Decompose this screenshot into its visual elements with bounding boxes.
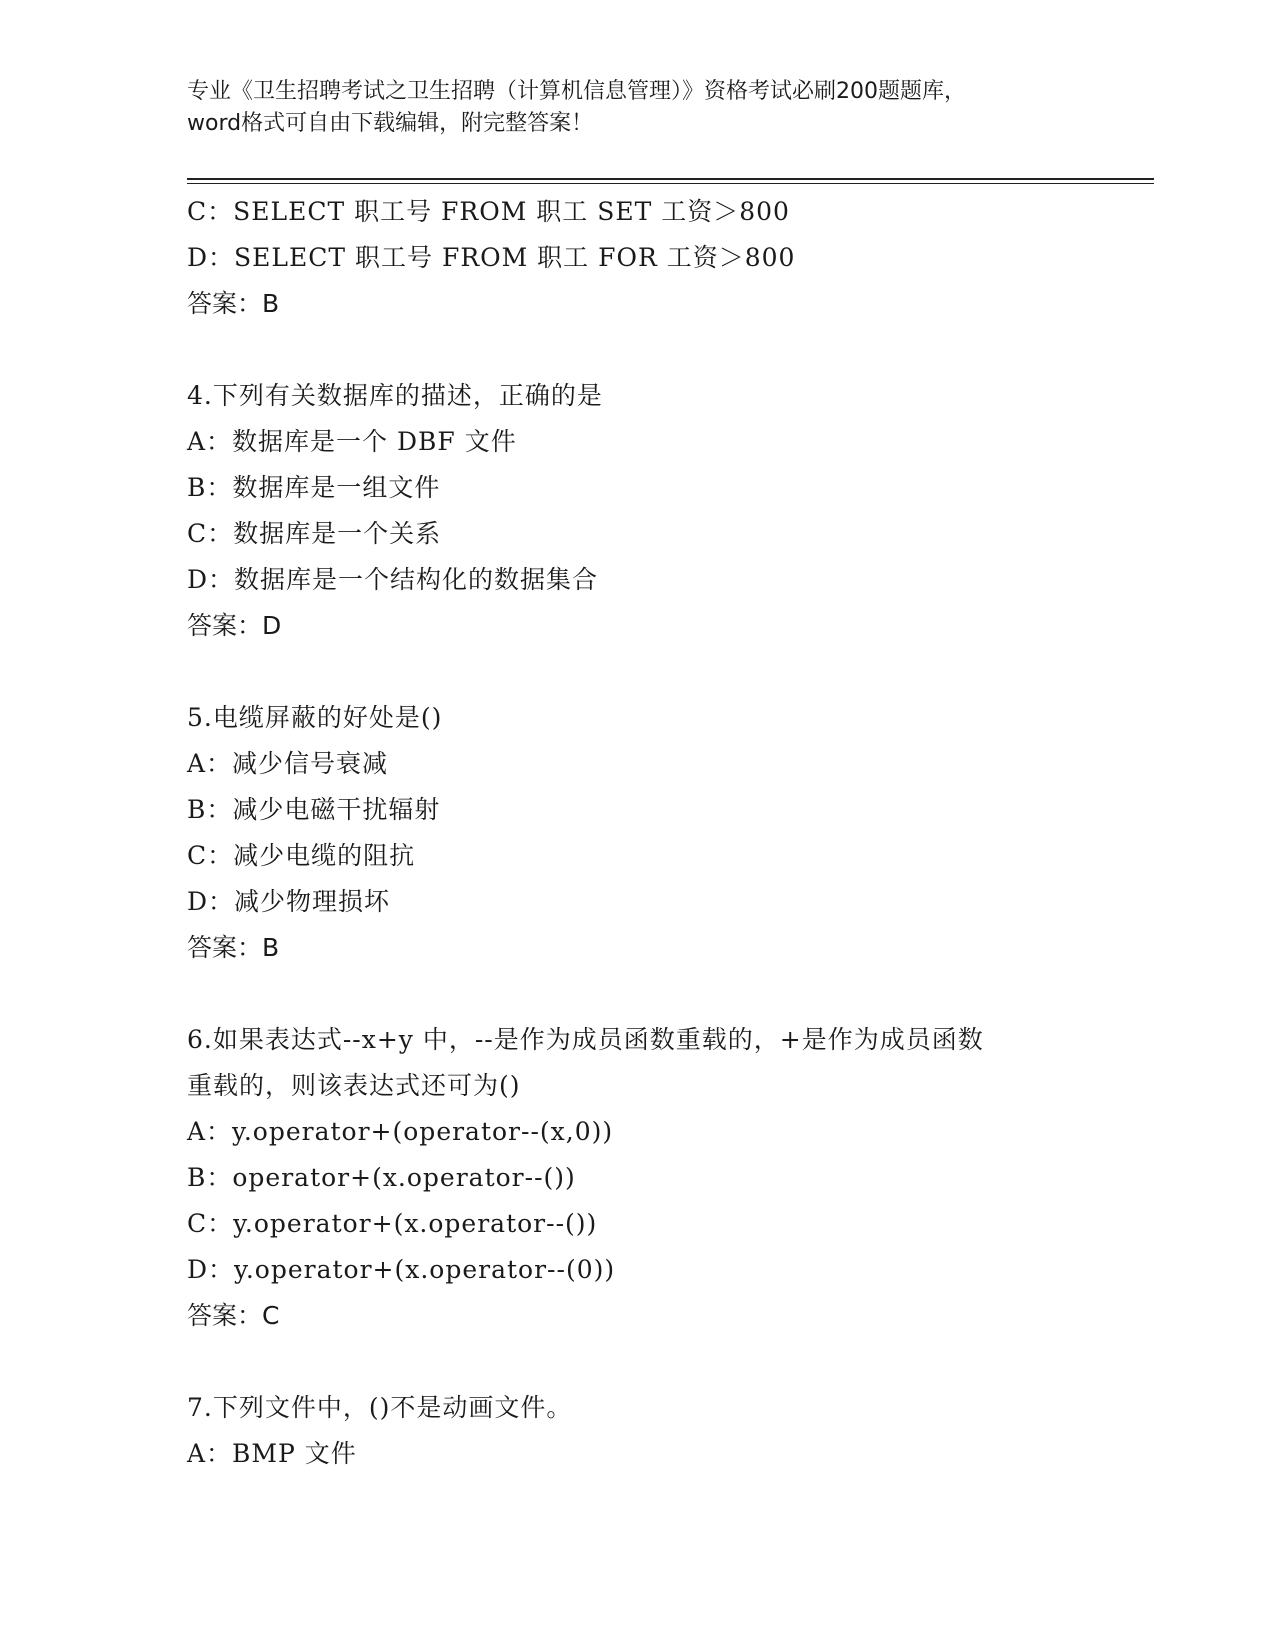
question-7 — [187, 1385, 1087, 1477]
option-c: C：减少电缆的阻抗 — [187, 841, 416, 870]
question-6 — [187, 1017, 1087, 1339]
answer-line: 答案：D — [187, 611, 282, 640]
header-line-1: 专业《卫生招聘考试之卫生招聘（计算机信息管理）》资格考试必刷200题题库， — [187, 79, 966, 104]
option-a: A：y.operator+(operator--(x,0)) — [187, 1117, 614, 1146]
spacer — [187, 1339, 1087, 1385]
document-header — [187, 76, 1087, 140]
option-c: C：SELECT 职工号 FROM 职工 SET 工资＞800 — [187, 197, 790, 226]
option-a: A：减少信号衰减 — [187, 749, 389, 778]
question-5 — [187, 695, 1087, 971]
spacer — [187, 327, 1087, 373]
question-stem: 5.电缆屏蔽的好处是() — [187, 703, 443, 732]
option-b: B：减少电磁干扰辐射 — [187, 795, 441, 824]
option-c: C：y.operator+(x.operator--()) — [187, 1209, 598, 1238]
answer-line: 答案：B — [187, 933, 280, 962]
option-c: C：数据库是一个关系 — [187, 519, 442, 548]
header-line-2: word格式可自由下载编辑，附完整答案！ — [187, 111, 594, 136]
option-d: D：数据库是一个结构化的数据集合 — [187, 565, 599, 594]
option-a: A：BMP 文件 — [187, 1439, 357, 1468]
option-d: D：y.operator+(x.operator--(0)) — [187, 1255, 616, 1284]
option-b: B：operator+(x.operator--()) — [187, 1163, 576, 1192]
option-a: A：数据库是一个 DBF 文件 — [187, 427, 517, 456]
option-d: D：SELECT 职工号 FROM 职工 FOR 工资＞800 — [187, 243, 796, 272]
question-stem-line-1: 6.如果表达式--x+y 中，--是作为成员函数重载的，+是作为成员函数 — [187, 1025, 984, 1054]
option-d: D：减少物理损坏 — [187, 887, 391, 916]
question-stem: 7.下列文件中，()不是动画文件。 — [187, 1393, 573, 1422]
question-stem: 4.下列有关数据库的描述，正确的是 — [187, 381, 603, 410]
header-divider-thick — [187, 178, 1154, 180]
spacer — [187, 649, 1087, 695]
header-divider-thin — [187, 183, 1154, 184]
spacer — [187, 971, 1087, 1017]
question-3-fragment — [187, 189, 1087, 327]
answer-line: 答案：C — [187, 1301, 280, 1330]
answer-line: 答案：B — [187, 289, 280, 318]
question-4 — [187, 373, 1087, 649]
question-list — [187, 189, 1087, 1477]
option-b: B：数据库是一组文件 — [187, 473, 441, 502]
question-stem-line-2: 重载的，则该表达式还可为() — [187, 1071, 521, 1100]
